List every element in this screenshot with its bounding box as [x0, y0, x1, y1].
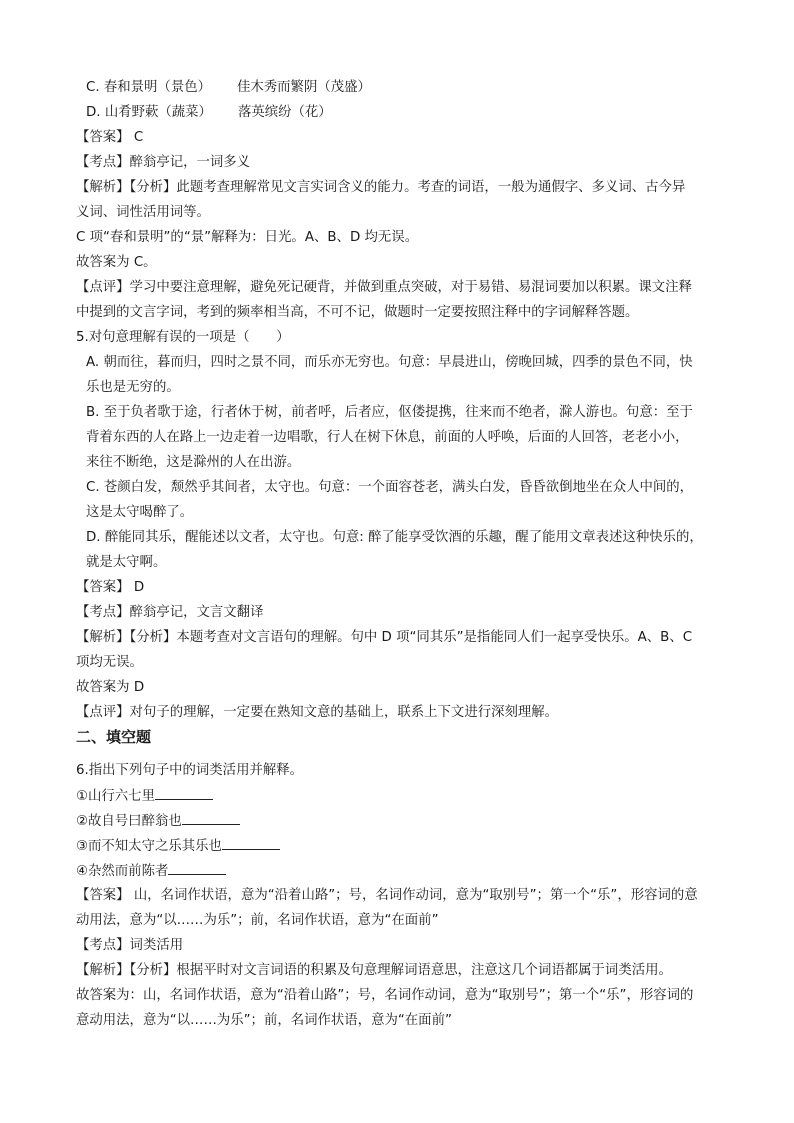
- q5-analysis-line-1: 【解析】【分析】本题考查对文言语句的理解。句中 D 项“同其乐”是指能同人们一起享受快乐。A、B、C: [76, 630, 693, 645]
- q5-option-a-line-1: A. 朝而往，暮而归，四时之景不同，而乐亦无穷也。句意：早晨进山，傍晚回城，四季的景色不同，快: [86, 355, 693, 370]
- q4-analysis-line-4: 故答案为 C。: [76, 255, 157, 270]
- q4-option-c: C. 春和景明（景色）: [86, 80, 211, 95]
- q6-answer-line-1: 【答案】 山，名词作状语，意为“沿着山路”；号，名词作动词，意为“取别号”；第一个“乐”，形容词的意: [76, 888, 698, 903]
- answer-blank[interactable]: [222, 837, 280, 850]
- section-title: 二、填空题: [76, 728, 152, 746]
- q5-comment: 【点评】对句子的理解，一定要在熟知文意的基础上，联系上下文进行深刻理解。: [76, 705, 559, 720]
- q6-answer-line-2: 动用法，意为“以……为乐”；前，名词作状语，意为“在面前”: [76, 913, 439, 928]
- answer-blank[interactable]: [182, 812, 240, 825]
- q4-option-d-line: [86, 104, 332, 122]
- answer-blank[interactable]: [155, 787, 213, 800]
- q6-item-2: [76, 812, 240, 831]
- q5-option-d-line-1: D. 醉能同其乐，醒能述以文者，太守也。句意: 醉了能享受饮酒的乐趣，醒了能用文章表述这种快乐的，: [86, 530, 703, 545]
- q4-comment-line-2: 中提到的文言字词，考到的频率相当高，不可不记，做题时一定要按照注释中的字词解释答题。: [76, 305, 639, 320]
- q4-option-d-second: 落英缤纷（花）: [237, 105, 332, 120]
- q4-answer: 【答案】 C: [76, 130, 144, 145]
- q4-option-d: D. 山肴野蔌（蔬菜）: [86, 105, 212, 120]
- q6-analysis-line-3: 意动用法，意为“以……为乐”；前，名词作状语，意为“在面前”: [76, 1013, 452, 1028]
- q6-item-3-text: ③而不知太守之乐其乐也: [76, 839, 222, 854]
- q6-kaodian: 【考点】词类活用: [76, 938, 184, 953]
- q5-option-c-line-1: C. 苍颜白发，颓然乎其间者，太守也。句意：一个面容苍老，满头白发，昏昏欲倒地坐在众人中间的，: [86, 480, 694, 495]
- q6-item-3: [76, 837, 280, 856]
- q6-analysis-line-2: 故答案为：山，名词作状语，意为“沿着山路”；号，名词作动词，意为“取别号”；第一个“乐”，形容词的: [76, 988, 694, 1003]
- q5-analysis-line-2: 项均无误。: [76, 655, 143, 670]
- q6-analysis-line-1: 【解析】【分析】根据平时对文言词语的积累及句意理解词语意思，注意这几个词语都属于词类活用。: [76, 963, 672, 978]
- q5-option-c-line-2: 这是太守喝醉了。: [86, 505, 194, 520]
- q4-analysis-line-1: 【解析】【分析】此题考查理解常见文言实词含义的能力。考查的词语，一般为通假字、多义词、古今异: [76, 180, 686, 195]
- q6-item-1-text: ①山行六七里: [76, 789, 155, 804]
- q5-answer: 【答案】 D: [76, 580, 145, 595]
- q6-item-4: [76, 862, 226, 881]
- answer-blank[interactable]: [168, 862, 226, 875]
- q5-option-a-line-2: 乐也是无穷的。: [86, 380, 180, 395]
- q5-option-b-line-2: 背着东西的人在路上一边走着一边唱歌，行人在树下休息，前面的人呼唤，后面的人回答，老老小小，: [86, 430, 689, 445]
- q4-comment-line-1: 【点评】学习中要注意理解，避免死记硬背，并做到重点突破，对于易错、易混词要加以积累。课文注释: [76, 280, 692, 295]
- q4-analysis-line-3: C 项“春和景明”的“景”解释为：日光。A、B、D 均无误。: [76, 230, 419, 245]
- q4-option-c-line: [86, 79, 371, 97]
- q4-analysis-line-2: 义词、词性活用词等。: [76, 205, 210, 220]
- q6-item-1: [76, 787, 213, 806]
- q5-analysis-line-3: 故答案为 D: [76, 680, 145, 695]
- q5-stem: 5.对句意理解有误的一项是（ ）: [76, 330, 290, 345]
- q5-option-b-line-3: 来往不断绝，这是滁州的人在出游。: [86, 455, 301, 470]
- q6-stem: 6.指出下列句子中的词类活用并解释。: [76, 763, 304, 778]
- q5-kaodian: 【考点】醉翁亭记，文言文翻译: [76, 605, 264, 620]
- q4-kaodian: 【考点】醉翁亭记，一词多义: [76, 155, 251, 170]
- q6-item-4-text: ④杂然而前陈者: [76, 864, 169, 879]
- q5-option-d-line-2: 就是太守啊。: [86, 555, 167, 570]
- q4-option-c-second: 佳木秀而繁阴（茂盛）: [237, 80, 371, 95]
- q5-option-b-line-1: B. 至于负者歌于途，行者休于树，前者呼，后者应，伛偻提携，往来而不绝者，滁人游也。句意：至于: [86, 405, 693, 420]
- q6-item-2-text: ②故自号曰醉翁也: [76, 814, 182, 829]
